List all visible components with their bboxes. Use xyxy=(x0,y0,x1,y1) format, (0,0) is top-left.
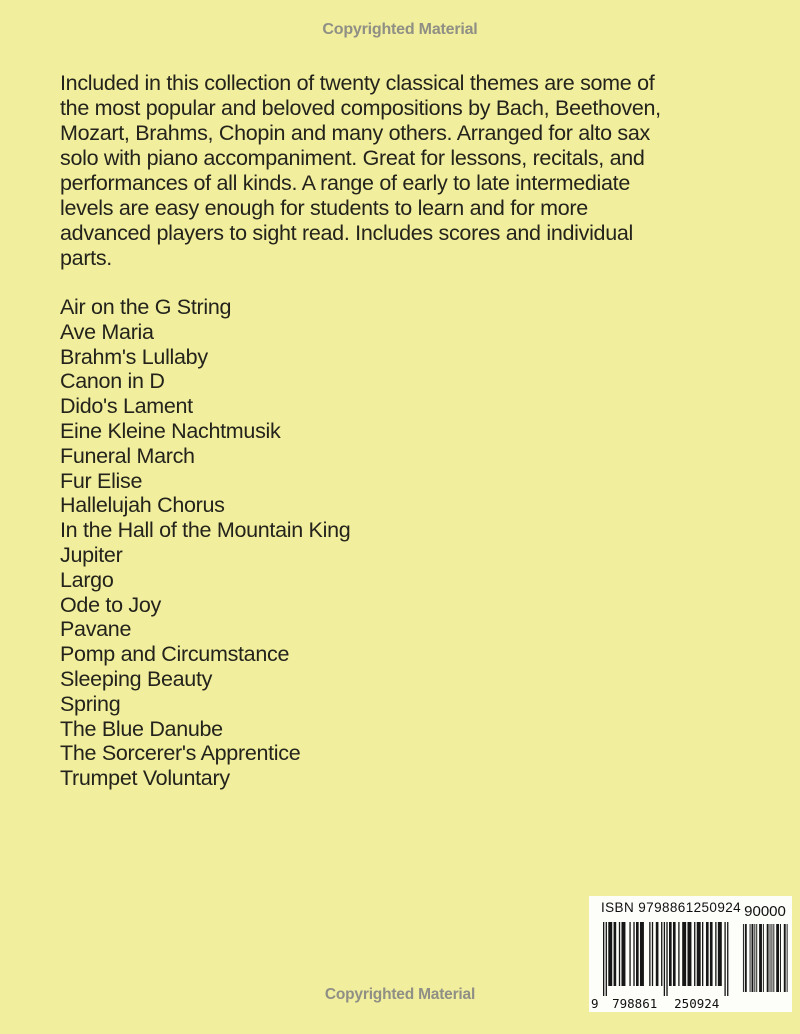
song-list-item: Funeral March xyxy=(60,443,195,468)
song-list-item: Sleeping Beauty xyxy=(60,666,213,691)
song-list-item: Brahm's Lullaby xyxy=(60,344,208,369)
song-list-item: Trumpet Voluntary xyxy=(60,766,230,791)
description-line: performances of all kinds. A range of early to late intermediate xyxy=(60,171,630,195)
song-list-item: Air on the G String xyxy=(60,295,232,319)
svg-text:9: 9 xyxy=(591,996,599,1010)
song-list-item: The Sorcerer's Apprentice xyxy=(60,741,301,766)
description-line: parts. xyxy=(60,246,112,270)
song-list-item: In the Hall of the Mountain King xyxy=(60,518,351,543)
song-list-item: Ode to Joy xyxy=(60,592,161,617)
description-line: Included in this collection of twenty classical themes are some of xyxy=(60,71,655,95)
description-line: the most popular and beloved compositions by Bach, Beethoven, xyxy=(60,96,661,120)
description-line: levels are easy enough for students to learn and for more xyxy=(60,196,588,220)
song-list-item: The Blue Danube xyxy=(60,716,223,741)
description-line: Mozart, Brahms, Chopin and many others. Arranged for alto sax xyxy=(60,121,650,145)
copyright-notice-top: Copyrighted Material xyxy=(322,21,478,38)
svg-text:250924: 250924 xyxy=(674,996,720,1010)
isbn-label: ISBN 9798861250924 xyxy=(601,900,742,915)
song-list-item: Hallelujah Chorus xyxy=(60,493,225,518)
song-list-item: Canon in D xyxy=(60,369,165,394)
song-list-item: Pavane xyxy=(60,617,132,642)
song-list xyxy=(60,295,350,791)
song-list-item: Pomp and Circumstance xyxy=(60,642,290,667)
song-list-item: Eine Kleine Nachtmusik xyxy=(60,418,281,443)
song-list-item: Largo xyxy=(60,567,114,592)
song-list-item: Fur Elise xyxy=(60,468,143,493)
book-description xyxy=(60,71,760,271)
song-list-item: Dido's Lament xyxy=(60,394,193,419)
copyright-notice-bottom: Copyrighted Material xyxy=(324,986,476,1003)
song-list-item: Spring xyxy=(60,691,121,716)
supplement-label: 90000 xyxy=(744,903,786,920)
description-line: solo with piano accompaniment. Great for lessons, recitals, and xyxy=(60,146,645,170)
supplement-barcode xyxy=(742,924,788,992)
song-list-item: Jupiter xyxy=(60,542,123,567)
description-line: advanced players to sight read. Includes scores and individual xyxy=(60,221,634,245)
svg-text:798861: 798861 xyxy=(612,996,658,1010)
song-list-item: Ave Maria xyxy=(60,319,154,344)
